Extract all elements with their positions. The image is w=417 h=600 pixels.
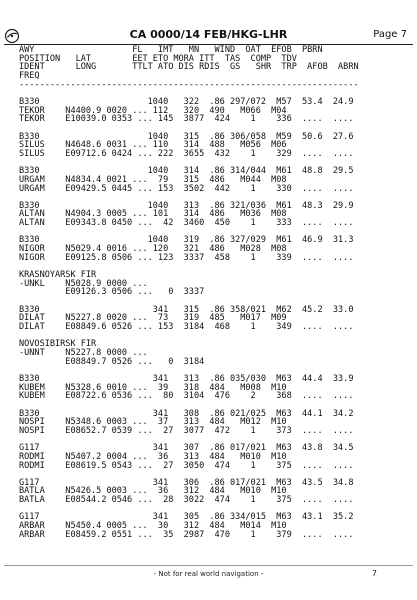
navigation-log [19, 46, 359, 539]
log-line: SILUS E09712.6 0424 ... 222 3655 432 1 329 .... .... [19, 148, 354, 159]
log-line: URGAM E09429.5 0445 ... 153 3502 442 1 330 .... .... [19, 183, 354, 194]
log-line: KUBEM N5328.6 0010 ... 39 318 484 M008 M10 [19, 382, 287, 393]
log-line: G117 341 307 .86 017/021 M63 43.8 34.5 [19, 443, 354, 454]
log-line: B330 341 315 .86 358/021 M62 45.2 33.0 [19, 304, 354, 315]
log-line: BATLA N5426.5 0003 ... 36 312 484 M010 M10 [19, 486, 287, 497]
log-line: -UNNT N5227.8 0000 ... [19, 347, 148, 358]
log-line: B330 341 313 .86 035/030 M63 44.4 33.9 [19, 373, 354, 384]
column-header-line-3: IDENT LONG TTLT ATO DIS RDIS GS SHR TRP AFOB ABRN [19, 62, 359, 73]
log-line: SILUS N4648.6 0031 ... 110 314 488 M056 M06 [19, 140, 287, 151]
log-line: B330 1040 314 .86 314/044 M61 48.8 29.5 [19, 166, 354, 177]
log-line: TEKOR E10039.0 0353 ... 145 3877 424 1 336 .... .... [19, 114, 354, 125]
log-line: B330 1040 315 .86 306/058 M59 50.6 27.6 [19, 131, 354, 142]
log-line: B330 1040 319 .86 327/029 M61 46.9 31.3 [19, 235, 354, 246]
page-header [4, 28, 413, 45]
log-line: NOSPI E08652.7 0539 ... 27 3077 472 1 373 .... .... [19, 425, 354, 436]
log-line: G117 341 305 .86 334/015 M63 43.1 35.2 [19, 512, 354, 523]
log-line: E08849.7 0526 ... 0 3184 [19, 356, 205, 367]
log-line: BATLA E08544.2 0546 ... 28 3022 474 1 375 .... .... [19, 495, 354, 506]
column-header-line-1: AWY FL IMT MN WIND OAT EFOB PBRN [19, 45, 323, 55]
column-separator: ------------------------------------------------------------------ [19, 79, 359, 90]
log-line: NIGOR E09125.8 0506 ... 123 3337 458 1 339 .... .... [19, 252, 354, 263]
log-line: NIGOR N5029.4 0016 ... 120 321 486 M028 M08 [19, 244, 287, 255]
log-line: B330 1040 322 .86 297/072 M57 53.4 24.9 [19, 96, 354, 107]
log-line: ARBAR N5450.4 0005 ... 30 312 484 M014 M10 [19, 521, 287, 532]
log-line: RODMI N5407.2 0004 ... 36 313 484 M010 M10 [19, 451, 287, 462]
log-line: ALTAN N4904.3 0005 ... 101 314 486 M036 M08 [19, 209, 287, 220]
column-header-line-4: FREQ [19, 70, 40, 81]
log-line: E09126.3 0506 ... 0 3337 [19, 287, 205, 298]
footer-page-number: 7 [371, 569, 377, 578]
log-line: ARBAR E08459.2 0551 ... 35 2987 470 1 379 .... .... [19, 529, 354, 540]
log-line: DILAT N5227.8 0020 ... 73 319 485 M017 M09 [19, 313, 287, 324]
log-line: TEKOR N4400.9 0020 ... 112 320 490 M066 M04 [19, 105, 287, 116]
footer-notice: - Not for real world navigation - [153, 570, 264, 578]
log-line: DILAT E08849.6 0526 ... 153 3184 468 1 349 .... .... [19, 322, 354, 332]
log-line: KUBEM E08722.6 0536 ... 80 3104 476 2 368 .... .... [19, 391, 354, 402]
log-line: NOVOSIBIRSK FIR [19, 339, 97, 350]
log-line: -UNKL N5028.9 0000 ... [19, 278, 148, 289]
log-line: B330 1040 313 .86 321/036 M61 48.3 29.9 [19, 200, 354, 211]
log-line: NOSPI N5348.6 0003 ... 37 313 484 M012 M10 [19, 417, 287, 428]
footer-divider [4, 565, 413, 566]
log-line: KRASNOYARSK FIR [19, 270, 97, 281]
log-line: G117 341 306 .86 017/021 M63 43.5 34.8 [19, 477, 354, 488]
log-line: URGAM N4834.4 0021 ... 79 315 486 M044 M08 [19, 174, 287, 185]
log-body [19, 97, 353, 540]
log-line: ALTAN E09343.8 0450 ... 42 3460 450 1 333 .... .... [19, 218, 354, 229]
page-number-label: Page 7 [373, 29, 407, 40]
log-line: RODMI E08619.5 0543 ... 27 3050 474 1 375 .... .... [19, 460, 354, 471]
page-title: CA 0000/14 FEB/HKG-LHR [129, 28, 288, 41]
column-header-line-2: POSITION LAT EET ETO MORA ITT TAS COMP TDV [19, 53, 297, 64]
log-line: B330 341 308 .86 021/025 M63 44.1 34.2 [19, 408, 354, 419]
